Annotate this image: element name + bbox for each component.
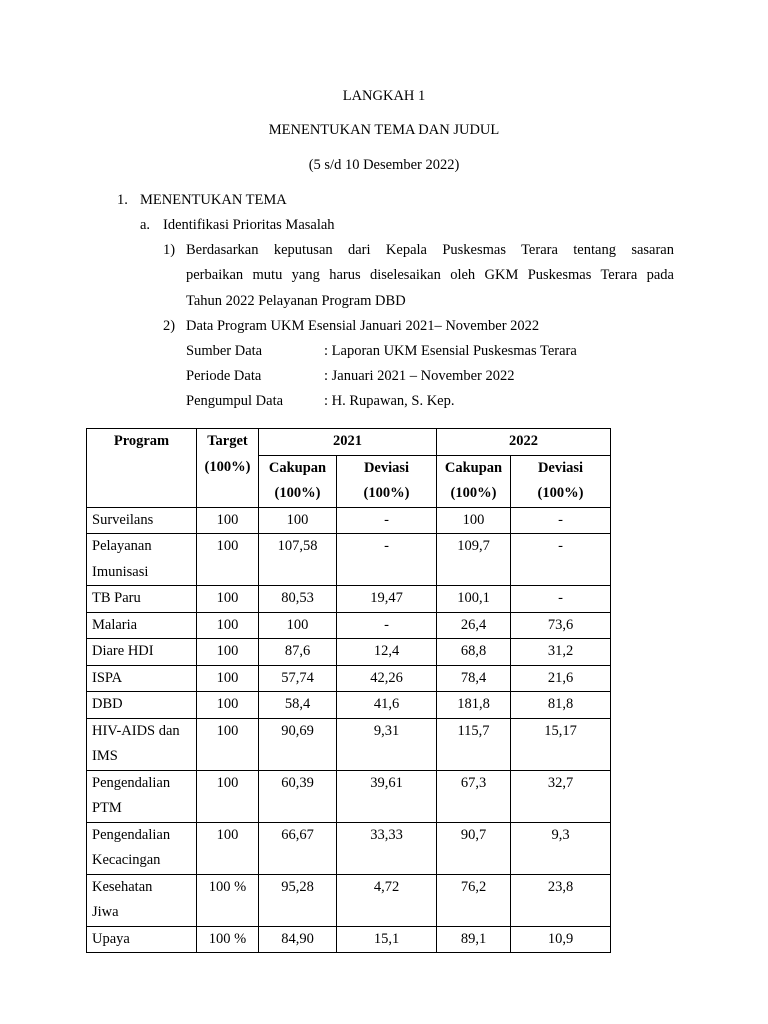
deviasi-2022: 73,6 xyxy=(511,612,611,639)
program-name-line: DBD xyxy=(92,696,123,712)
program-name xyxy=(87,665,197,692)
deviasi-2021: 12,4 xyxy=(337,639,437,666)
cakupan-2022: 78,4 xyxy=(437,665,511,692)
table-row xyxy=(87,770,611,822)
header-cakupan-2021: Cakupan xyxy=(259,455,337,481)
deviasi-2022: - xyxy=(511,507,611,534)
program-name-line: Jiwa xyxy=(92,904,119,920)
program-name-line: IMS xyxy=(92,748,118,764)
header-year-2021: 2021 xyxy=(259,429,437,456)
field-value: : H. Rupawan, S. Kep. xyxy=(324,393,455,409)
header-target-unit: (100%) xyxy=(197,455,259,507)
program-name xyxy=(87,612,197,639)
target-value: 100 xyxy=(197,534,259,586)
header-deviasi-2021: Deviasi xyxy=(337,455,437,481)
cakupan-2021: 90,69 xyxy=(259,718,337,770)
deviasi-2021: - xyxy=(337,612,437,639)
target-value: 100 xyxy=(197,586,259,613)
deviasi-2022: - xyxy=(511,534,611,586)
program-name xyxy=(87,692,197,719)
program-name xyxy=(87,822,197,874)
program-name xyxy=(87,534,197,586)
header-cakupan-2022: Cakupan xyxy=(437,455,511,481)
item-number: 2) xyxy=(163,318,176,334)
target-value: 100 xyxy=(197,692,259,719)
program-name-line: Upaya xyxy=(92,930,130,947)
cakupan-2021: 58,4 xyxy=(259,692,337,719)
program-name-line: Surveilans xyxy=(92,511,154,528)
item1-line2: perbaikan mutu yang harus diselesaikan oleh GKM Puskesmas Terara pada xyxy=(186,267,674,283)
table-row xyxy=(87,874,611,926)
section-title: MENENTUKAN TEMA xyxy=(140,192,287,208)
program-name-line: Pengendalian xyxy=(92,826,171,843)
cakupan-2021: 87,6 xyxy=(259,639,337,666)
program-name xyxy=(87,926,197,953)
deviasi-2021: 41,6 xyxy=(337,692,437,719)
deviasi-2021: - xyxy=(337,507,437,534)
deviasi-2022: 15,17 xyxy=(511,718,611,770)
item2-text: Data Program UKM Esensial Januari 2021– November 2022 xyxy=(186,318,540,334)
program-name-line: Diare HDI xyxy=(92,643,154,659)
program-name-line: Malaria xyxy=(92,616,138,633)
target-value: 100 % xyxy=(197,926,259,953)
document-title: MENENTUKAN TEMA DAN JUDUL xyxy=(268,122,500,138)
program-name xyxy=(87,507,197,534)
deviasi-2022: 21,6 xyxy=(511,665,611,692)
table-row xyxy=(87,665,611,692)
header-unit: (100%) xyxy=(337,481,437,507)
target-value: 100 xyxy=(197,507,259,534)
deviasi-2021: 39,61 xyxy=(337,770,437,822)
item-number: 1) xyxy=(163,242,176,258)
cakupan-2021: 66,67 xyxy=(259,822,337,874)
deviasi-2022: 10,9 xyxy=(511,926,611,953)
program-name xyxy=(87,770,197,822)
table-row xyxy=(87,926,611,953)
program-name-line: Pengendalian xyxy=(92,774,171,791)
deviasi-2021: - xyxy=(337,534,437,586)
table-row xyxy=(87,692,611,719)
program-name-line: Pelayanan xyxy=(92,538,152,554)
header-target: Target xyxy=(197,429,259,456)
header-program: Program xyxy=(87,429,197,508)
cakupan-2022: 26,4 xyxy=(437,612,511,639)
program-name-line: Imunisasi xyxy=(92,563,149,580)
cakupan-2021: 60,39 xyxy=(259,770,337,822)
target-value: 100 xyxy=(197,718,259,770)
cakupan-2022: 89,1 xyxy=(437,926,511,953)
field-value: : Laporan UKM Esensial Puskesmas Terara xyxy=(324,343,577,359)
field-label: Periode Data xyxy=(186,368,262,384)
cakupan-2022: 90,7 xyxy=(437,822,511,874)
item1-line1: Berdasarkan keputusan dari Kepala Puskesmas Terara tentang sasaran xyxy=(186,242,674,258)
cakupan-2022: 100,1 xyxy=(437,586,511,613)
header-deviasi-2022: Deviasi xyxy=(511,455,611,481)
deviasi-2021: 33,33 xyxy=(337,822,437,874)
deviasi-2022: 9,3 xyxy=(511,822,611,874)
program-name-line: Kecacingan xyxy=(92,852,161,868)
cakupan-2021: 100 xyxy=(259,612,337,639)
step-title: LANGKAH 1 xyxy=(342,88,426,104)
program-name xyxy=(87,874,197,926)
program-name xyxy=(87,639,197,666)
cakupan-2022: 76,2 xyxy=(437,874,511,926)
table-row xyxy=(87,586,611,613)
target-value: 100 xyxy=(197,665,259,692)
deviasi-2022: 23,8 xyxy=(511,874,611,926)
field-label: Sumber Data xyxy=(186,343,263,359)
cakupan-2022: 115,7 xyxy=(437,718,511,770)
cakupan-2021: 57,74 xyxy=(259,665,337,692)
program-name xyxy=(87,586,197,613)
header-unit: (100%) xyxy=(437,481,511,507)
deviasi-2022: 32,7 xyxy=(511,770,611,822)
header-unit: (100%) xyxy=(259,481,337,507)
subsection-title: Identifikasi Prioritas Masalah xyxy=(163,217,335,233)
field-label: Pengumpul Data xyxy=(186,393,284,409)
table-row xyxy=(87,507,611,534)
table-row xyxy=(87,718,611,770)
target-value: 100 xyxy=(197,612,259,639)
deviasi-2021: 9,31 xyxy=(337,718,437,770)
program-name-line: ISPA xyxy=(92,669,123,686)
program-name-line: HIV-AIDS dan xyxy=(92,722,180,739)
header-year-2022: 2022 xyxy=(437,429,611,456)
deviasi-2021: 15,1 xyxy=(337,926,437,953)
table-row xyxy=(87,639,611,666)
cakupan-2021: 95,28 xyxy=(259,874,337,926)
header-unit: (100%) xyxy=(511,481,611,507)
deviasi-2021: 42,26 xyxy=(337,665,437,692)
cakupan-2021: 107,58 xyxy=(259,534,337,586)
deviasi-2021: 19,47 xyxy=(337,586,437,613)
cakupan-2021: 100 xyxy=(259,507,337,534)
program-data-table xyxy=(86,428,611,953)
program-name-line: TB Paru xyxy=(92,590,141,606)
table-row xyxy=(87,612,611,639)
cakupan-2021: 84,90 xyxy=(259,926,337,953)
table-row xyxy=(87,822,611,874)
item1-line3: Tahun 2022 Pelayanan Program DBD xyxy=(186,293,406,309)
subsection-letter: a. xyxy=(140,217,151,233)
program-name-line: PTM xyxy=(92,800,122,816)
deviasi-2022: 31,2 xyxy=(511,639,611,666)
deviasi-2021: 4,72 xyxy=(337,874,437,926)
section-number: 1. xyxy=(117,192,128,208)
cakupan-2022: 181,8 xyxy=(437,692,511,719)
table-row xyxy=(87,534,611,586)
program-name xyxy=(87,718,197,770)
field-value: : Januari 2021 – November 2022 xyxy=(324,368,515,384)
date-range: (5 s/d 10 Desember 2022) xyxy=(308,157,460,173)
target-value: 100 xyxy=(197,822,259,874)
program-name-line: Kesehatan xyxy=(92,878,153,895)
cakupan-2022: 68,8 xyxy=(437,639,511,666)
deviasi-2022: - xyxy=(511,586,611,613)
cakupan-2022: 109,7 xyxy=(437,534,511,586)
deviasi-2022: 81,8 xyxy=(511,692,611,719)
cakupan-2021: 80,53 xyxy=(259,586,337,613)
target-value: 100 xyxy=(197,639,259,666)
target-value: 100 xyxy=(197,770,259,822)
cakupan-2022: 67,3 xyxy=(437,770,511,822)
target-value: 100 % xyxy=(197,874,259,926)
cakupan-2022: 100 xyxy=(437,507,511,534)
